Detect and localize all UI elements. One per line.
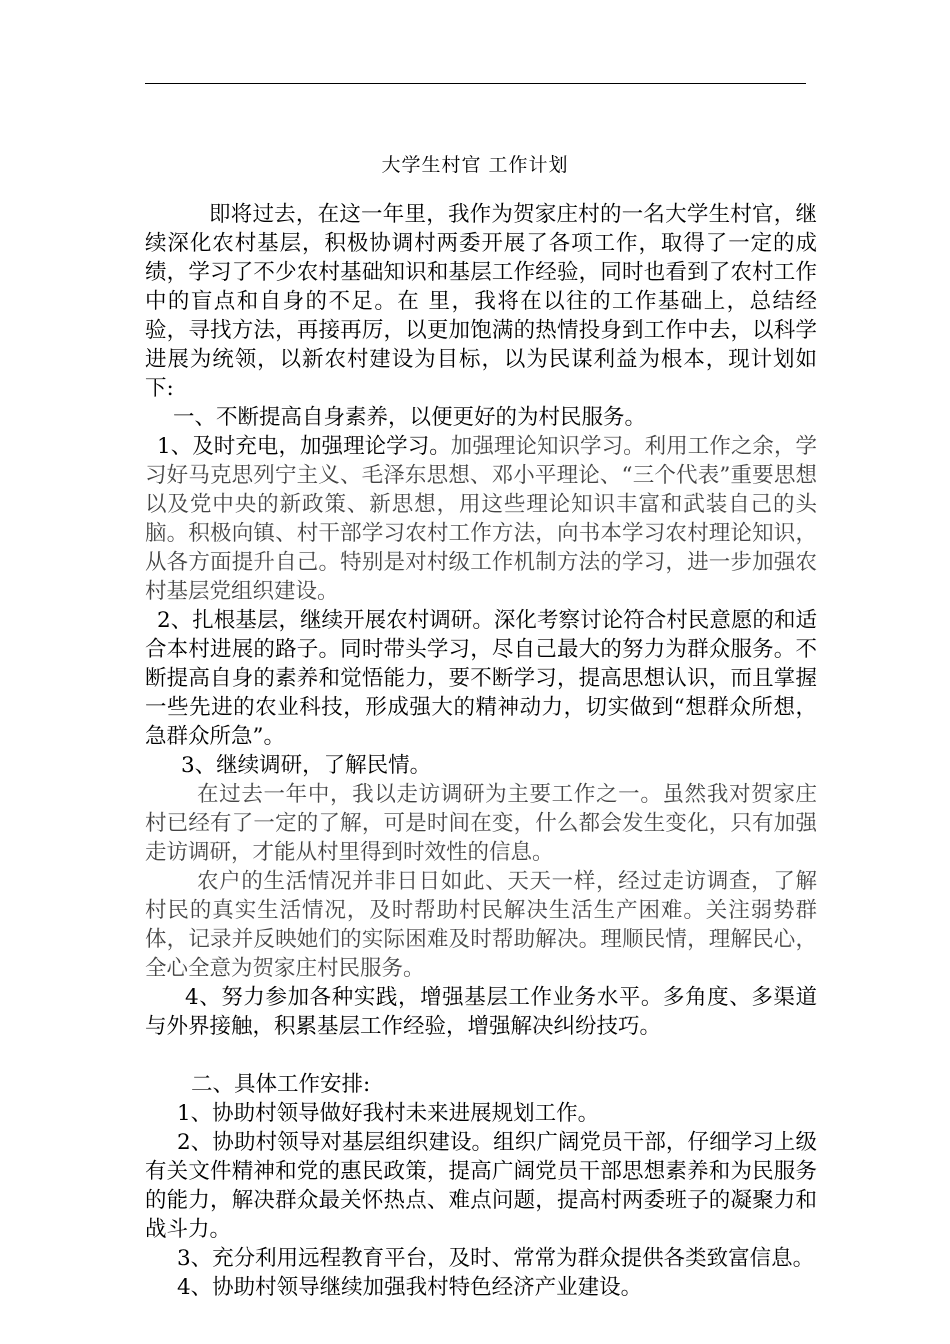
spacer <box>145 1041 817 1070</box>
section-2-heading: 二、具体工作安排: <box>191 1072 371 1097</box>
section-2-item-3: 3、充分利用远程教育平台，及时、常常为群众提供各类致富信息。 <box>177 1246 815 1271</box>
section-1-item-3: 3、继续调研，了解民情。 <box>181 753 432 778</box>
item-3-paragraph-1: 在过去一年中，我以走访调研为主要工作之一。虽然我对贺家庄村已经有了一定的了解，可是时间在变，什么都会发生变化，只有加强走访调研，才能从村里得到时效性的信息。 <box>145 782 817 865</box>
document-title: 大学生村官 工作计划 <box>381 154 569 176</box>
item-1-body: 加强理论知识学习。利用工作之余，学习好马克思列宁主义、毛泽东思想、邓小平理论、“三个代表”重要思想以及党中央的新政策、新思想，用这些理论知识丰富和武装自己的头脑。积极向镇、村干部学习农村工作方法，向书本学习农村理论知识，从各方面提升自己。特别是对村级工作机制方法的学习，进一步加强农村基层党组织建设。 <box>145 434 817 604</box>
header-rule <box>145 83 806 84</box>
section-2-item-1: 1、协助村领导做好我村未来进展规划工作。 <box>177 1101 600 1126</box>
section-2-item-2: 2、协助村领导对基层组织建设。组织广阔党员干部，仔细学习上级有关文件精神和党的惠民政策，提高广阔党员干部思想素养和为民服务的能力，解决群众最关怀热点、难点问题，提高村两委班子的凝聚力和战斗力。 <box>145 1130 817 1242</box>
item-1-lead: 1、及时充电，加强理论学习。 <box>157 434 451 459</box>
section-1-item-1 <box>145 432 817 606</box>
document-body <box>145 200 817 1302</box>
section-1-item-2: 2、扎根基层，继续开展农村调研。深化考察讨论符合村民意愿的和适合本村进展的路子。同时带头学习，尽自己最大的努力为群众服务。不断提高自身的素养和觉悟能力，要不断学习，提高思想认识，而且掌握一些先进的农业科技，形成强大的精神动力，切实做到“想群众所想，急群众所急”。 <box>145 608 817 749</box>
section-1-heading: 一、不断提高自身素养，以便更好的为村民服务。 <box>173 405 647 430</box>
item-3-paragraph-2: 农户的生活情况并非日日如此、天天一样，经过走访调查，了解村民的真实生活情况，及时帮助村民解决生活生产困难。关注弱势群体，记录并反映她们的实际困难及时帮助解决。理顺民情，理解民心，全心全意为贺家庄村民服务。 <box>145 869 817 981</box>
section-1-item-4: 4、努力参加各种实践，增强基层工作业务水平。多角度、多渠道与外界接触，积累基层工作经验，增强解决纠纷技巧。 <box>145 985 817 1039</box>
section-2-item-4: 4、协助村领导继续加强我村特色经济产业建设。 <box>177 1275 643 1300</box>
intro-paragraph: 即将过去，在这一年里，我作为贺家庄村的一名大学生村官，继续深化农村基层，积极协调村两委开展了各项工作，取得了一定的成绩，学习了不少农村基础知识和基层工作经验，同时也看到了农村工作中的盲点和自身的不足。在 里，我将在以往的工作基础上，总结经验，寻找方法，再接再厉，以更加饱满的热情投身到工作中去，以科学进展为统领，以新农村建设为目标，以为民谋利益为根本，现计划如下: <box>145 202 817 401</box>
